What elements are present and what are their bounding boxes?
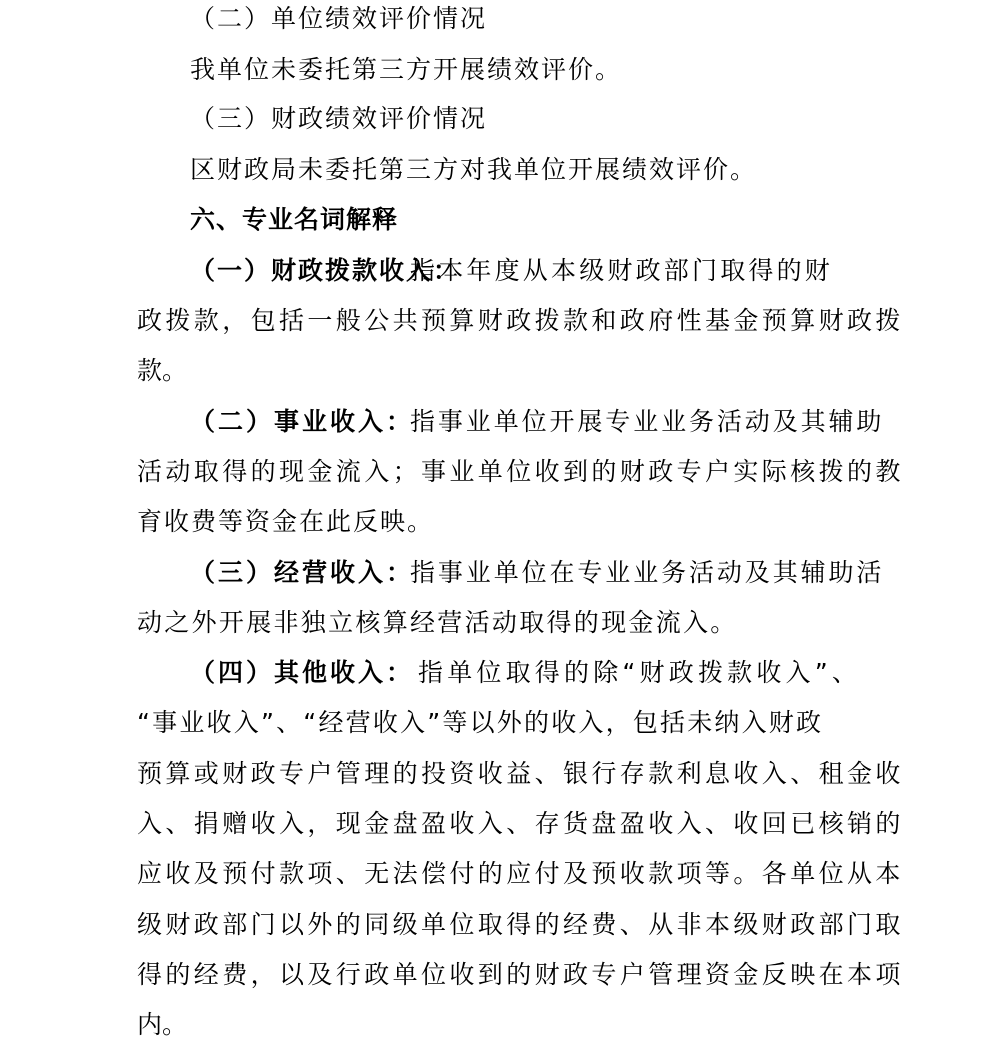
paragraph-text: 内。	[137, 1010, 188, 1039]
section-heading-terms	[0, 203, 1000, 237]
paragraph-line	[0, 354, 1000, 388]
paragraph-text: 指单位取得的除“财政拨款收入”、	[418, 658, 862, 687]
heading-text: （二）单位绩效评价情况	[190, 4, 488, 33]
paragraph-line	[0, 53, 1000, 87]
paragraph-text: “事业收入”、“经营收入”等以外的收入，包括未纳入财政	[137, 708, 824, 737]
paragraph-text: 指事业单位在专业业务活动及其辅助活	[410, 558, 885, 587]
paragraph-text: 应收及预付款项、无法偿付的应付及预收款项等。各单位从本	[137, 859, 904, 888]
paragraph-line	[0, 1008, 1000, 1042]
paragraph-text: 指本年度从本级财政部门取得的财	[410, 256, 834, 285]
term-label: （二）事业收入：	[190, 407, 415, 436]
paragraph-line	[0, 757, 1000, 791]
term-label: （一）财政拨款收入：	[190, 256, 461, 285]
paragraph-line	[0, 857, 1000, 891]
paragraph-text: 政拨款，包括一般公共预算财政拨款和政府性基金预算财政拨	[137, 306, 904, 335]
paragraph-text: 得的经费，以及行政单位收到的财政专户管理资金反映在本项	[137, 960, 904, 989]
paragraph-text: 指事业单位开展专业业务活动及其辅助	[410, 407, 885, 436]
paragraph-line	[0, 505, 1000, 539]
paragraph-line	[0, 405, 1000, 439]
paragraph-text: 入、捐赠收入，现金盘盈收入、存货盘盈收入、收回已核销的	[137, 809, 904, 838]
paragraph-line	[0, 958, 1000, 992]
section-heading-unit-evaluation	[0, 2, 1000, 36]
term-label: （四）其他收入：	[190, 658, 415, 687]
paragraph-text: 活动取得的现金流入；事业单位收到的财政专户实际核拨的教	[137, 457, 904, 486]
term-label: （三）经营收入：	[190, 558, 415, 587]
paragraph-line	[0, 254, 1000, 288]
paragraph-line	[0, 556, 1000, 590]
paragraph-text: 我单位未委托第三方开展绩效评价。	[190, 55, 623, 84]
paragraph-text: 级财政部门以外的同级单位取得的经费、从非本级财政部门取	[137, 910, 904, 939]
paragraph-text: 动之外开展非独立核算经营活动取得的现金流入。	[137, 608, 738, 637]
paragraph-text: 款。	[137, 356, 188, 385]
paragraph-line	[0, 606, 1000, 640]
paragraph-line	[0, 656, 1000, 690]
paragraph-text: 育收费等资金在此反映。	[137, 507, 435, 536]
paragraph-line	[0, 706, 1000, 740]
paragraph-line	[0, 304, 1000, 338]
heading-text: 六、专业名词解释	[190, 205, 399, 234]
section-heading-finance-evaluation	[0, 102, 1000, 136]
paragraph-line	[0, 908, 1000, 942]
paragraph-line	[0, 153, 1000, 187]
paragraph-line	[0, 807, 1000, 841]
heading-text: （三）财政绩效评价情况	[190, 104, 488, 133]
paragraph-text: 区财政局未委托第三方对我单位开展绩效评价。	[190, 155, 758, 184]
paragraph-line	[0, 455, 1000, 489]
paragraph-text: 预算或财政专户管理的投资收益、银行存款利息收入、租金收	[137, 759, 904, 788]
